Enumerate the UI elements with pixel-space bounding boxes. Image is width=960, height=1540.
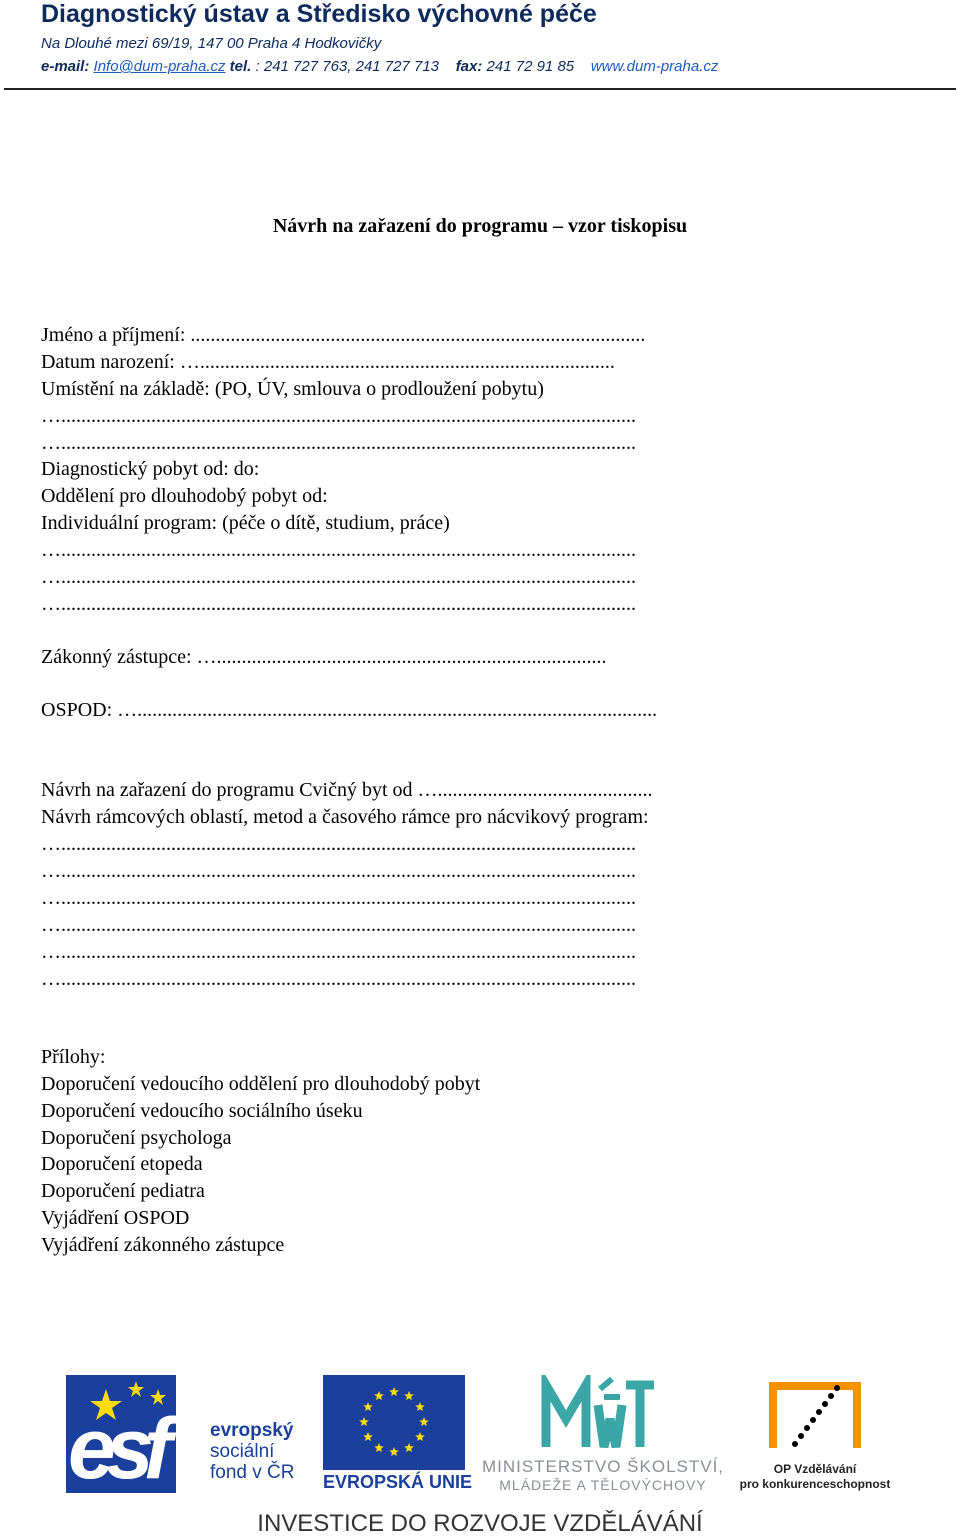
field-program-proposal: Návrh rámcových oblastí, metod a časového rámce pro nácvikový program: <box>41 806 649 828</box>
eu-star <box>363 1402 373 1411</box>
msmt-line-1: MINISTERSTVO ŠKOLSTVÍ, <box>481 1457 725 1476</box>
dotted-line: …................................................................................................................... <box>41 941 636 963</box>
institution-title: Diagnostický ústav a Středisko výchovné péče <box>41 0 597 28</box>
attachment-item: Vyjádření zákonného zástupce <box>41 1234 285 1256</box>
msmt-line-2: MLÁDEŽE A TĚLOVÝCHOVY <box>499 1477 707 1493</box>
eu-star <box>374 1391 384 1400</box>
dotted-line: …................................................................................................................... <box>41 593 636 615</box>
email-label: e-mail: <box>41 58 90 75</box>
eu-star <box>389 1387 399 1396</box>
op-line-2: pro konkurenceschopnost <box>739 1477 891 1491</box>
eu-star <box>363 1432 373 1441</box>
eu-star <box>404 1443 414 1452</box>
field-legal-representative: Zákonný zástupce: ….............................................................................. <box>41 646 607 668</box>
website-link[interactable]: www.dum-praha.cz <box>590 58 719 75</box>
eu-flag <box>323 1375 465 1470</box>
field-placement-basis: Umístění na základě: (PO, ÚV, smlouva o prodloužení pobytu) <box>41 378 544 400</box>
field-ospod: OSPOD: …........................................................................................................ <box>41 699 658 721</box>
dotted-line: …................................................................................................................... <box>41 539 636 561</box>
esf-line-1: evropský <box>210 1420 294 1441</box>
investment-slogan: INVESTICE DO ROZVOJE VZDĚLÁVÁNÍ <box>257 1510 703 1537</box>
dotted-line: …................................................................................................................... <box>41 914 636 936</box>
msmt-wordmark <box>478 1458 728 1494</box>
eu-label: EVROPSKÁ UNIE <box>323 1472 473 1492</box>
eu-star <box>389 1447 399 1456</box>
tel-value: : 241 727 763, 241 727 713 <box>251 58 440 75</box>
esf-letters: esf <box>68 1401 163 1497</box>
email-link[interactable]: Info@dum-praha.cz <box>93 58 226 75</box>
attachment-item: Doporučení vedoucího oddělení pro dlouhodobý pobyt <box>41 1073 481 1095</box>
document-title: Návrh na zařazení do programu – vzor tiskopisu <box>272 215 688 237</box>
header-divider <box>4 88 956 90</box>
dotted-line: …................................................................................................................... <box>41 405 636 427</box>
esf-line-2: sociální <box>210 1441 275 1462</box>
fax-value: 241 72 91 85 <box>482 58 575 75</box>
eu-stars-icon <box>323 1375 465 1470</box>
field-diagnostic-stay: Diagnostický pobyt od: do: <box>41 458 260 480</box>
eu-star <box>415 1402 425 1411</box>
dotted-line: …................................................................................................................... <box>41 860 636 882</box>
field-training-flat: Návrh na zařazení do programu Cvičný byt od …........................................... <box>41 779 653 801</box>
attachments-title: Přílohy: <box>41 1046 106 1068</box>
dotted-line: …................................................................................................................... <box>41 566 636 588</box>
tel-label: tel. <box>229 58 252 75</box>
msmt-logo-icon <box>540 1375 660 1455</box>
institution-address: Na Dlouhé mezi 69/19, 147 00 Praha 4 Hodkovičky <box>41 35 382 52</box>
dotted-line: …................................................................................................................... <box>41 833 636 855</box>
contact-line <box>41 58 718 75</box>
funding-logos <box>0 1370 960 1540</box>
fax-label: fax: <box>455 58 483 75</box>
attachment-item: Vyjádření OSPOD <box>41 1207 190 1229</box>
dotted-line: …................................................................................................................... <box>41 887 636 909</box>
dotted-line: …................................................................................................................... <box>41 968 636 990</box>
dotted-line: …................................................................................................................... <box>41 432 636 454</box>
op-logo-icon <box>765 1378 865 1456</box>
attachment-item: Doporučení vedoucího sociálního úseku <box>41 1100 363 1122</box>
field-birthdate: Datum narození: …................................................................................... <box>41 351 615 373</box>
op-wordmark <box>735 1462 895 1492</box>
esf-wordmark <box>210 1420 294 1483</box>
op-line-1: OP Vzdělávání <box>773 1462 857 1476</box>
eu-star <box>419 1417 429 1426</box>
field-long-term-dept: Oddělení pro dlouhodobý pobyt od: <box>41 485 328 507</box>
attachment-item: Doporučení psychologa <box>41 1127 232 1149</box>
field-individual-program: Individuální program: (péče o dítě, studium, práce) <box>41 512 450 534</box>
eu-star <box>359 1417 369 1426</box>
attachment-item: Doporučení pediatra <box>41 1180 205 1202</box>
eu-star <box>374 1443 384 1452</box>
esf-line-3: fond v ČR <box>210 1462 295 1483</box>
field-name: Jméno a příjmení: ........................................................................................... <box>41 324 646 346</box>
attachment-item: Doporučení etopeda <box>41 1153 203 1175</box>
eu-star <box>404 1391 414 1400</box>
eu-star <box>415 1432 425 1441</box>
